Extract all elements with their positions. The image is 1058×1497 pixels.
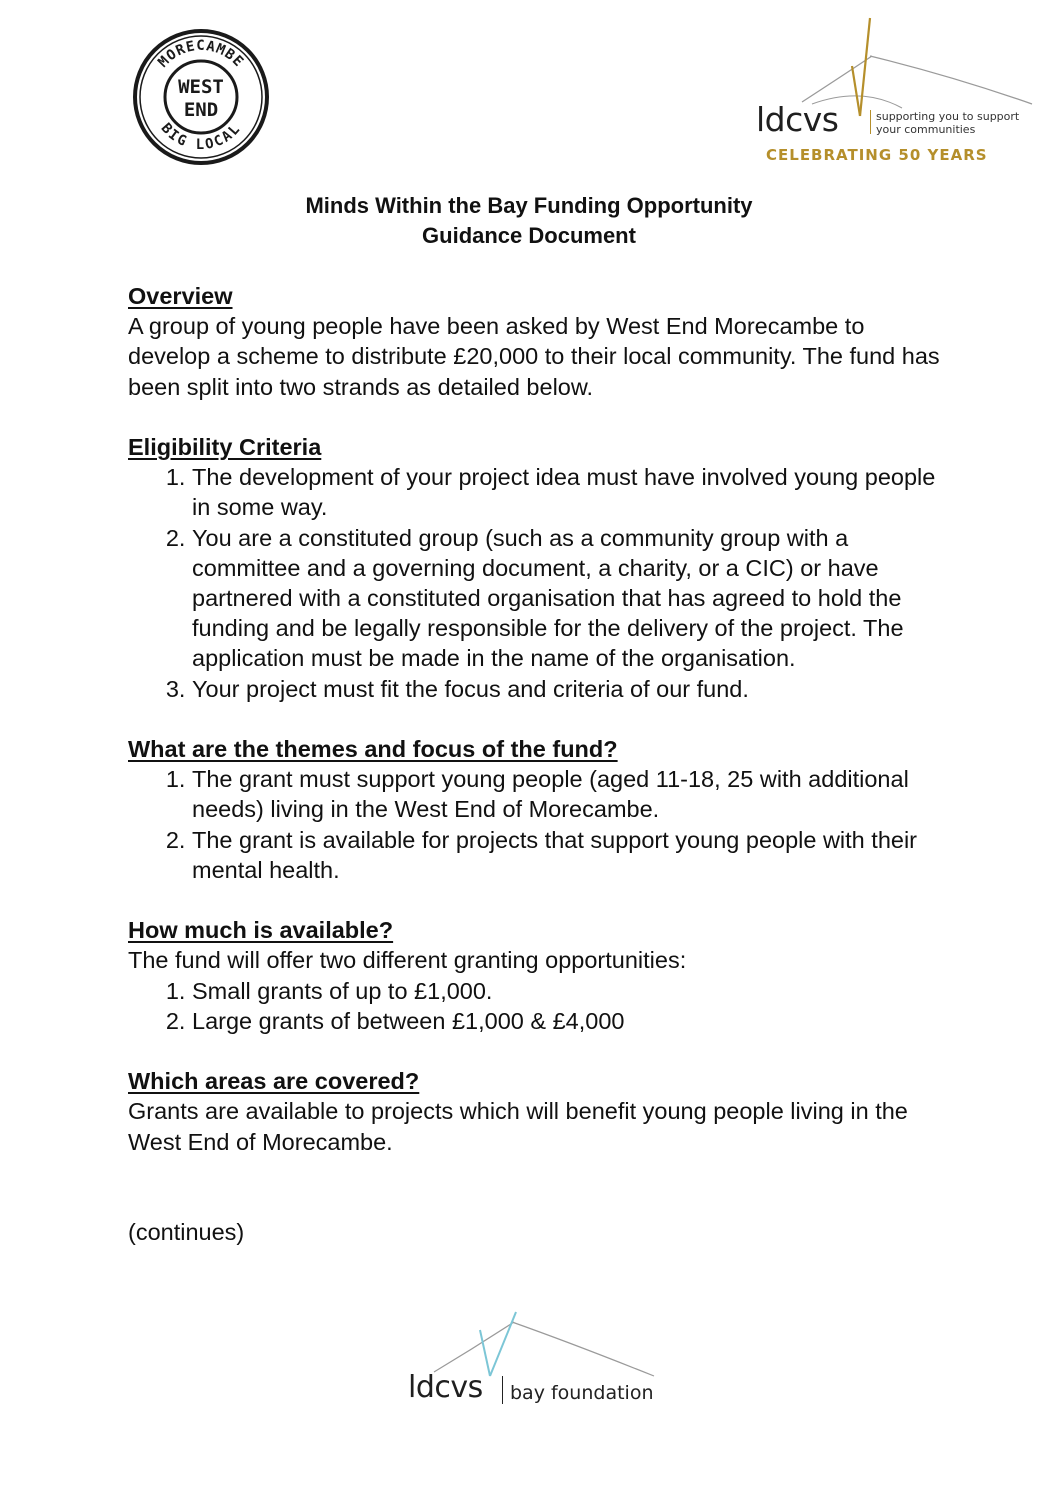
ldcvs-wordmark: ldcvs bbox=[756, 100, 839, 139]
logo-divider bbox=[870, 110, 871, 134]
svg-text:END: END bbox=[183, 99, 219, 121]
logo-divider bbox=[502, 1376, 503, 1404]
eligibility-heading: Eligibility Criteria bbox=[128, 434, 322, 460]
list-item: 2. The grant is available for projects that support young people with their mental health. bbox=[192, 825, 948, 885]
themes-list bbox=[128, 764, 948, 885]
logo-tagline-1: supporting you to support bbox=[876, 110, 1020, 123]
overview-text: A group of young people have been asked by West End Morecambe to develop a scheme to distribute £20,000 to their local community. The fund has been split into two strands as detailed below. bbox=[128, 313, 940, 400]
document-subtitle: Guidance Document bbox=[422, 223, 636, 248]
overview-heading: Overview bbox=[128, 283, 233, 309]
west-end-big-local-stamp-logo bbox=[132, 28, 270, 166]
celebrating-50-years-text: CELEBRATING 50 YEARS bbox=[766, 146, 988, 164]
amount-list bbox=[128, 976, 948, 1036]
svg-text:BIG LOCAL: BIG LOCAL bbox=[157, 120, 245, 153]
ldcvs-bay-foundation-logo bbox=[404, 1310, 656, 1410]
eligibility-list bbox=[128, 462, 948, 704]
logo-tagline-2: your communities bbox=[876, 123, 976, 136]
continues-note: (continues) bbox=[128, 1219, 245, 1246]
ldcvs-celebrating-logo bbox=[752, 16, 1034, 166]
themes-heading: What are the themes and focus of the fund? bbox=[128, 736, 618, 763]
list-item: 3. Your project must fit the focus and criteria of our fund. bbox=[192, 674, 948, 704]
document-body bbox=[128, 281, 948, 1247]
list-item: 2. You are a constituted group (such as a community group with a committee and a governing document, a charity, or a CIC) or have partnered with a constituted organisation that has agreed to hold the funding and be legally responsible for the delivery of the project. The application must be made in the name of the organisation. bbox=[192, 523, 948, 674]
list-item: 1. The development of your project idea must have involved young people in some way. bbox=[192, 462, 948, 522]
document-title: Minds Within the Bay Funding Opportunity bbox=[305, 193, 753, 218]
ldcvs-wordmark: ldcvs bbox=[408, 1370, 483, 1405]
areas-text: Grants are available to projects which will benefit young people living in the West End of Morecambe. bbox=[128, 1098, 908, 1155]
amount-intro: The fund will offer two different granting opportunities: bbox=[128, 947, 687, 974]
bay-foundation-text: bay foundation bbox=[510, 1382, 654, 1404]
svg-text:MORECAMBE: MORECAMBE bbox=[155, 38, 247, 71]
list-item: 1. The grant must support young people (aged 11-18, 25 with additional needs) living in the West End of Morecambe. bbox=[192, 764, 948, 824]
list-item: 1. Small grants of up to £1,000. bbox=[192, 976, 948, 1006]
list-item: 2. Large grants of between £1,000 & £4,000 bbox=[192, 1006, 948, 1036]
amount-heading: How much is available? bbox=[128, 917, 394, 944]
areas-heading: Which areas are covered? bbox=[128, 1068, 420, 1095]
svg-text:WEST: WEST bbox=[178, 76, 224, 98]
